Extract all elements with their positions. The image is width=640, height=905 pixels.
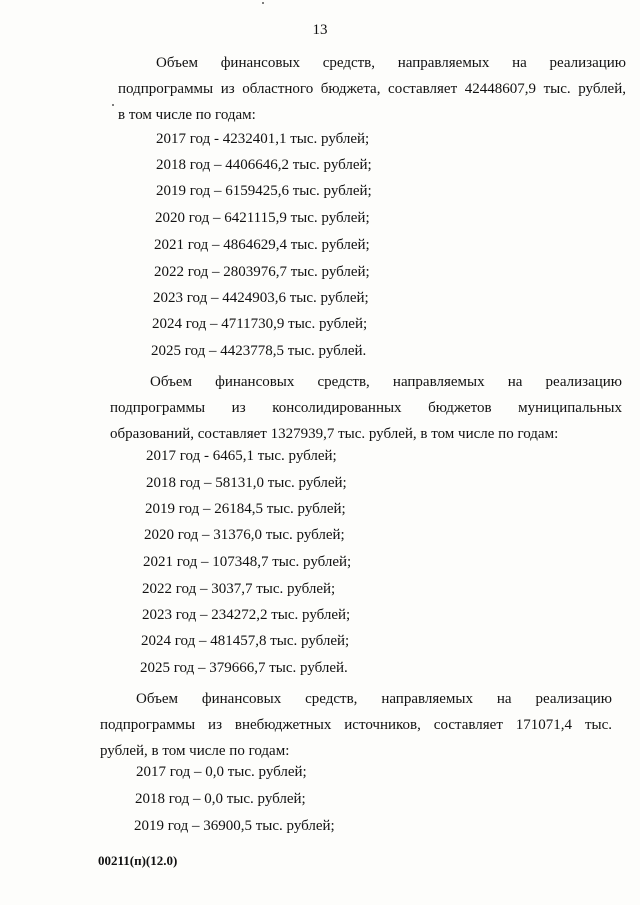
paragraph-line: Объем финансовых средств, направляемых на реализацию	[156, 55, 626, 71]
paragraph-line: подпрограммы из областного бюджета, составляет 42448607,9 тыс. рублей,	[118, 81, 626, 97]
paragraph-regional-budget	[118, 50, 626, 128]
year-amount-line: 2019 год – 36900,5 тыс. рублей;	[134, 818, 335, 834]
year-amount-line: 2017 год – 0,0 тыс. рублей;	[136, 764, 307, 780]
paragraph-municipal-budgets	[110, 369, 622, 447]
year-amount-line: 2025 год – 4423778,5 тыс. рублей.	[151, 343, 367, 359]
year-amount-line: 2018 год – 58131,0 тыс. рублей;	[146, 475, 347, 491]
year-amount-line: 2023 год – 4424903,6 тыс. рублей;	[153, 290, 369, 306]
paragraph-line: Объем финансовых средств, направляемых на реализацию	[136, 691, 612, 707]
year-amount-line: 2020 год – 6421115,9 тыс. рублей;	[155, 210, 370, 226]
year-amount-line: 2022 год – 3037,7 тыс. рублей;	[142, 581, 336, 597]
year-amount-line: 2019 год – 6159425,6 тыс. рублей;	[156, 183, 372, 199]
year-amount-line: 2021 год – 107348,7 тыс. рублей;	[143, 554, 352, 570]
scan-speck	[112, 104, 114, 106]
paragraph-line: подпрограммы из консолидированных бюджетов муниципальных	[110, 400, 622, 416]
year-amount-line: 2022 год – 2803976,7 тыс. рублей;	[154, 264, 370, 280]
paragraph-line: Объем финансовых средств, направляемых на реализацию	[150, 374, 622, 390]
page-number: 13	[312, 22, 328, 38]
paragraph-line: в том числе по годам:	[118, 107, 256, 123]
year-amount-line: 2018 год – 4406646,2 тыс. рублей;	[156, 157, 372, 173]
year-amount-line: 2019 год – 26184,5 тыс. рублей;	[145, 501, 346, 517]
year-amount-line: 2020 год – 31376,0 тыс. рублей;	[144, 527, 345, 543]
year-amount-line: 2017 год - 4232401,1 тыс. рублей;	[156, 131, 370, 147]
document-footer-code: 00211(п)(12.0)	[98, 853, 178, 868]
paragraph-line: образований, составляет 1327939,7 тыс. рублей, в том числе по годам:	[110, 426, 559, 442]
year-amount-line: 2023 год – 234272,2 тыс. рублей;	[142, 607, 351, 623]
year-amount-line: 2018 год – 0,0 тыс. рублей;	[135, 791, 306, 807]
year-amount-line: 2024 год – 481457,8 тыс. рублей;	[141, 633, 350, 649]
paragraph-line: рублей, в том числе по годам:	[100, 743, 290, 759]
year-amount-line: 2024 год – 4711730,9 тыс. рублей;	[152, 316, 368, 332]
paragraph-line: подпрограммы из внебюджетных источников, составляет 171071,4 тыс.	[100, 717, 612, 733]
year-amount-line: 2017 год - 6465,1 тыс. рублей;	[146, 448, 337, 464]
year-amount-line: 2021 год – 4864629,4 тыс. рублей;	[154, 237, 370, 253]
paragraph-extra-budgetary	[100, 686, 612, 764]
scan-speck	[262, 2, 264, 4]
year-amount-line: 2025 год – 379666,7 тыс. рублей.	[140, 660, 348, 676]
